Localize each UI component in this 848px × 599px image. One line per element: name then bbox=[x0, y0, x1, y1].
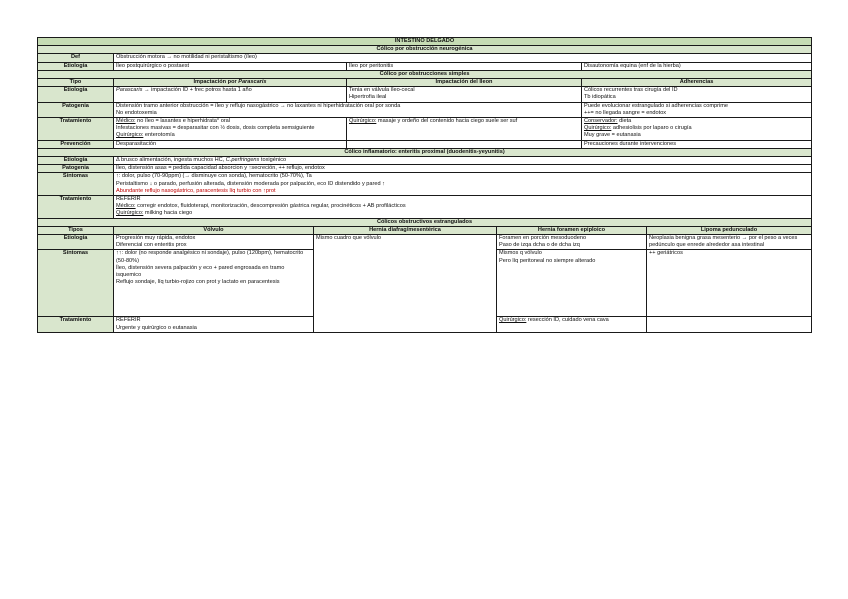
simple-pato-3: Puede evolucionar estrangulado si adherencias comprime ++= no llegada sangre = endotox bbox=[582, 102, 812, 117]
strang-header: Cólicos obstructivos estrangulados bbox=[38, 218, 812, 226]
strang-trat-1: REFERIR Urgente y quirúrgico o eutanasia bbox=[114, 317, 314, 332]
row-label: Etiología bbox=[38, 235, 114, 250]
neuro-etio-row bbox=[38, 62, 812, 70]
inflam-trat: REFERIR Médico: corregir endotox, fluidoterapi, monitorización, descompresión gástrica regular, procinéticos + AB profilácticos Quirúrgico: milking hacia ciego bbox=[114, 196, 812, 219]
col-head-lipoma: Lipoma pedunculado bbox=[647, 226, 812, 234]
inflam-pato-row bbox=[38, 165, 812, 173]
title-row bbox=[38, 38, 812, 46]
simple-prev-row bbox=[38, 140, 812, 148]
simple-etio-row bbox=[38, 87, 812, 102]
neuro-etio-2: Íleo por peritonitis bbox=[347, 62, 582, 70]
inflam-sint-row bbox=[38, 173, 812, 196]
simple-etio-2: Tenia en válvula íleo-cecal Hipertrofia ileal bbox=[347, 87, 582, 102]
col-head-hernia-foramen: Hernia foramen epiploico bbox=[497, 226, 647, 234]
row-label: Etiología bbox=[38, 157, 114, 165]
neuro-header: Cólico por obstrucción neurogénica bbox=[38, 46, 812, 54]
neuro-etio-1: Íleo postquirúrgico o postaest bbox=[114, 62, 347, 70]
row-label: Tratamiento bbox=[38, 118, 114, 141]
simple-prev-3: Precauciones durante intervenciones bbox=[582, 140, 812, 148]
simple-trat-row bbox=[38, 118, 812, 141]
row-label: Tipos bbox=[38, 226, 114, 234]
summary-table bbox=[37, 37, 812, 333]
inflam-trat-row bbox=[38, 196, 812, 219]
simple-prev-2 bbox=[347, 140, 582, 148]
neuro-def: Obstrucción motora → no motilidad ni peristaltismo (íleo) bbox=[114, 54, 812, 62]
simple-trat-2: Quirúrgico: masaje y ordeño del contenido hacia ciego suele ser suf bbox=[347, 118, 582, 141]
inflam-sint: ↑: dolor, pulso (70-90ppm) (→ disminuye con sonda), hematocrito (50-70%), Ta Peristaltismo ↓ o parado, perfusión alterada, distensión moderada por palpación, eco ID distendido y pared ↑ Abundante reflujo nasogástrico, paracentesis líq turbio con ↑prot bbox=[114, 173, 812, 196]
neuro-header-row bbox=[38, 46, 812, 54]
strang-etio-4: Neoplasia benigna grasa mesenterio → por el peso a veces pedúnculo que enrede alrededor asa intestinal bbox=[647, 235, 812, 250]
inflam-etio-row bbox=[38, 157, 812, 165]
neuro-etio-3: Disautonomía equina (enf de la hierba) bbox=[582, 62, 812, 70]
col-head-volvulo: Vólvulo bbox=[114, 226, 314, 234]
strang-trat-4 bbox=[647, 317, 812, 332]
inflam-etio: Δ brusco alimentación, ingesta muchos HC, C.perfringens toxigénico bbox=[114, 157, 812, 165]
page bbox=[37, 37, 811, 333]
neuro-def-row bbox=[38, 54, 812, 62]
simple-pato-row bbox=[38, 102, 812, 117]
simple-header: Cólico por obstrucciones simples bbox=[38, 70, 812, 78]
strang-etio-1: Progresión muy rápida, endotox Diferencial con enteritis prox bbox=[114, 235, 314, 250]
row-label: Síntomas bbox=[38, 173, 114, 196]
simple-header-row bbox=[38, 70, 812, 78]
inflam-pato: Íleo, distensión asas = pedida capacidad absorcion y ↑secreción, ++ reflujo, endotox bbox=[114, 165, 812, 173]
strang-etio-row bbox=[38, 235, 812, 250]
col-head-ileon: Impactación del Íleon bbox=[347, 79, 582, 87]
col-head-adherencias: Adherencias bbox=[582, 79, 812, 87]
row-label: Tipo bbox=[38, 79, 114, 87]
row-label: Síntomas bbox=[38, 250, 114, 317]
row-label: Tratamiento bbox=[38, 317, 114, 332]
row-label: Etiología bbox=[38, 62, 114, 70]
row-label: Patogenia bbox=[38, 102, 114, 117]
simple-trat-3: Conservador: dieta Quirúrgico: adhesiolisis por laparo o cirugía Muy grave = eutanasia bbox=[582, 118, 812, 141]
strang-etio-3: Foramen en porción mesoduodeno Paso de izqa dcha o de dcha izq bbox=[497, 235, 647, 250]
row-label: Def bbox=[38, 54, 114, 62]
row-label: Tratamiento bbox=[38, 196, 114, 219]
page-title: INTESTINO DELGADO bbox=[38, 38, 812, 46]
strang-sint-4: ++ geriátricos bbox=[647, 250, 812, 317]
row-label: Patogenia bbox=[38, 165, 114, 173]
simple-trat-1: Médico: no íleo = laxantes e hiperhidrata° oral Infestaciones masivas = desparasitar con ½ dosis, dosis completa semsiguiente Quirúrgico: enterotomía bbox=[114, 118, 347, 141]
simple-etio-3: Cólicos recurrentes tras cirugía del ID Tb idiopática bbox=[582, 87, 812, 102]
simple-prev-1: Desparasitación bbox=[114, 140, 347, 148]
simple-pato-12: Distensión tramo anterior obstrucción = íleo y reflujo nasogástrico → no laxantes ni hiperhidratación oral por sonda No endotoxemia bbox=[114, 102, 582, 117]
inflam-header: Cólico inflamatorio: enteritis proximal (duodenitis-yeyunitis) bbox=[38, 148, 812, 156]
strang-header-row bbox=[38, 218, 812, 226]
col-head-parascaris: Impactación por Parascaris bbox=[114, 79, 347, 87]
inflam-header-row bbox=[38, 148, 812, 156]
strang-sint-1: ↑↑: dolor (no responde analgésico ni sondaje), pulso (120bpm), hematocrito (50-80%) Íleo, distensión severa palpación y eco + pared engrosada en tramo isquemico Reflujo sondaje, líq turbio-rojizo con prot y lactato en paracentesis bbox=[114, 250, 314, 317]
strang-trat-3: Quirúrgico: resección ID, cuidado vena cava bbox=[497, 317, 647, 332]
simple-etio-1: Parascaris → impactación ID + frec potros hasta 1 año bbox=[114, 87, 347, 102]
row-label: Prevención bbox=[38, 140, 114, 148]
strang-sint-3: Mismos q vólvulo Pero líq peritoneal no siempre alterado bbox=[497, 250, 647, 317]
strang-tipos-row bbox=[38, 226, 812, 234]
strang-etio-2: Mismo cuadro que vólvulo bbox=[314, 235, 497, 333]
col-head-hernia-diafrag: Hernia diafrag/mesentérica bbox=[314, 226, 497, 234]
row-label: Etiología bbox=[38, 87, 114, 102]
simple-tipo-row bbox=[38, 79, 812, 87]
